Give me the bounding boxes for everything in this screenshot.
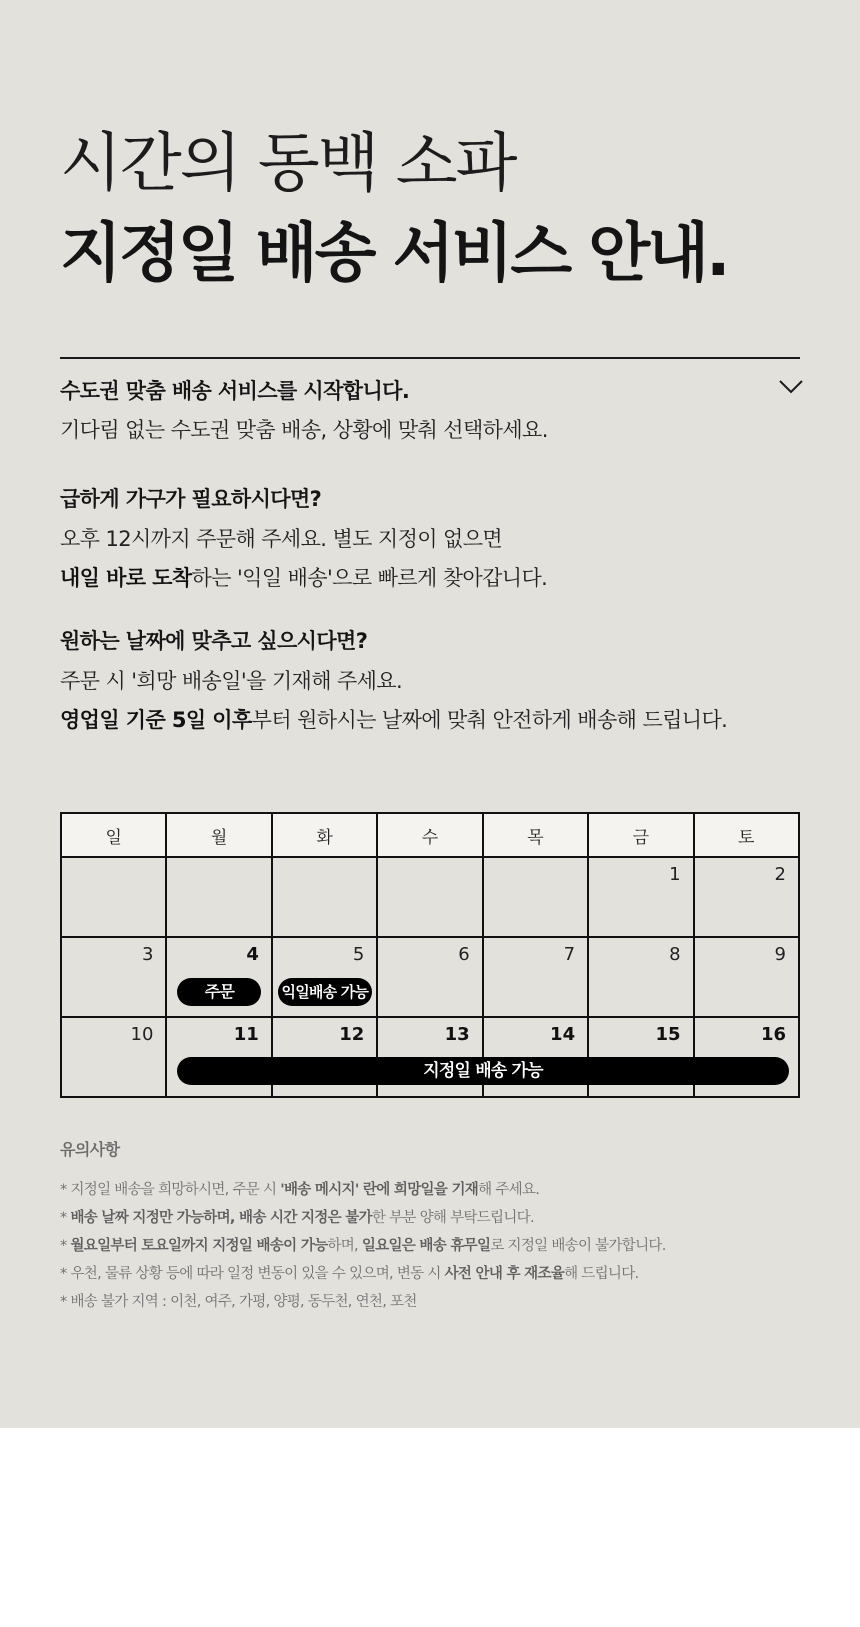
note-text: * 지정일 배송을 희망하시면, 주문 시 — [60, 1182, 281, 1198]
day-number: 7 — [563, 944, 576, 965]
note-text: 로 지정일 배송이 불가합니다. — [490, 1238, 666, 1254]
day-cell — [166, 857, 271, 937]
section-designated-line1: 주문 시 '희망 배송일'을 기재해 주세요. — [60, 669, 403, 693]
day-number: 6 — [458, 944, 470, 965]
section-urgent-heading: 급하게 가구가 필요하시다면? — [60, 487, 322, 511]
day-cell-order — [166, 937, 271, 1017]
next-day-highlight: 내일 바로 도착 — [60, 566, 192, 590]
day-number — [167, 858, 270, 864]
day-cell — [694, 937, 799, 1017]
note-text: 해 주세요. — [478, 1182, 540, 1198]
weekday-fri: 금 — [588, 813, 693, 857]
note-text: 해 드립니다. — [564, 1266, 639, 1282]
weekday-thu: 목 — [483, 813, 588, 857]
day-number: 16 — [760, 1024, 786, 1045]
weekday-sat: 토 — [694, 813, 799, 857]
day-number: 11 — [233, 1024, 259, 1045]
note-highlight: 일요일은 배송 휴무일 — [361, 1238, 491, 1254]
day-number — [273, 858, 376, 864]
note-item: * 배송 불가 지역 : 이천, 여주, 가평, 양평, 동두천, 연천, 포천 — [60, 1294, 417, 1310]
day-number: 5 — [352, 944, 365, 965]
weekday-sun: 일 — [61, 813, 166, 857]
day-number: 10 — [130, 1024, 154, 1045]
day-cell — [61, 1017, 166, 1097]
day-cell — [377, 937, 482, 1017]
note-item — [60, 1234, 666, 1255]
day-cell — [694, 857, 799, 937]
note-text: * — [60, 1238, 71, 1254]
section-designated-heading: 원하는 날짜에 맞추고 싶으시다면? — [60, 629, 368, 653]
next-day-badge: 익일배송 가능 — [278, 978, 372, 1006]
note-item — [60, 1206, 534, 1227]
note-item — [60, 1178, 539, 1199]
section-designated-line2-rest: 부터 원하시는 날짜에 맞춰 안전하게 배송해 드립니다. — [251, 708, 728, 732]
day-number: 8 — [669, 944, 681, 965]
note-text: 하며, — [327, 1238, 362, 1254]
day-number: 13 — [444, 1024, 470, 1045]
day-number — [378, 858, 481, 864]
section-urgent-line2 — [60, 562, 547, 592]
section-urgent-line2-rest: 하는 '익일 배송'으로 빠르게 찾아갑니다. — [191, 566, 548, 590]
section-urgent-line1: 오후 12시까지 주문해 주세요. 별도 지정이 없으면 — [60, 527, 503, 551]
notes-title: 유의사항 — [60, 1140, 120, 1159]
day-cell — [272, 857, 377, 937]
note-text: * 우천, 물류 상황 등에 따라 일정 변동이 있을 수 있으며, 변동 시 — [60, 1266, 445, 1282]
note-text: 한 부분 양해 부탁드립니다. — [371, 1210, 534, 1226]
designated-delivery-bar: 지정일 배송 가능 — [177, 1057, 789, 1085]
day-cell — [483, 937, 588, 1017]
day-number: 2 — [774, 864, 786, 885]
day-number — [62, 858, 165, 864]
day-cell — [61, 857, 166, 937]
weekday-wed: 수 — [377, 813, 482, 857]
page-subtitle: 지정일 배송 서비스 안내. — [60, 217, 728, 291]
intro-heading: 수도권 맞춤 배송 서비스를 시작합니다. — [60, 379, 410, 403]
day-number — [484, 858, 587, 864]
day-number: 4 — [246, 944, 259, 965]
day-number: 15 — [655, 1024, 681, 1045]
day-number: 3 — [141, 944, 154, 965]
day-number: 14 — [550, 1024, 576, 1045]
calendar-header-row — [61, 813, 799, 857]
page-title: 시간의 동백 소파 — [60, 127, 516, 201]
note-highlight: 배송 날짜 지정만 가능하며, 배송 시간 지정은 불가 — [70, 1210, 372, 1226]
day-cell — [377, 857, 482, 937]
chevron-down-icon[interactable] — [778, 379, 804, 395]
day-cell — [588, 937, 693, 1017]
day-cell-next-day — [272, 937, 377, 1017]
order-badge: 주문 — [177, 978, 261, 1006]
note-text: * — [60, 1210, 71, 1226]
day-number: 12 — [339, 1024, 365, 1045]
calendar-week-row — [61, 937, 799, 1017]
day-cell — [61, 937, 166, 1017]
weekday-mon: 월 — [166, 813, 271, 857]
weekday-tue: 화 — [272, 813, 377, 857]
calendar-week-row — [61, 857, 799, 937]
day-cell — [588, 857, 693, 937]
day-number: 9 — [774, 944, 786, 965]
day-cell — [483, 857, 588, 937]
note-highlight: '배송 메시지' 란에 희망일을 기재 — [280, 1182, 479, 1198]
five-days-highlight: 영업일 기준 5일 이후 — [60, 708, 252, 732]
delivery-calendar — [60, 812, 800, 1098]
note-item — [60, 1262, 638, 1283]
note-highlight: 사전 안내 후 재조율 — [444, 1266, 565, 1282]
intro-text: 기다림 없는 수도권 맞춤 배송, 상황에 맞춰 선택하세요. — [60, 418, 548, 442]
day-number: 1 — [669, 864, 681, 885]
section-designated-line2 — [60, 704, 727, 734]
divider — [60, 357, 800, 359]
note-highlight: 월요일부터 토요일까지 지정일 배송이 가능 — [70, 1238, 328, 1254]
